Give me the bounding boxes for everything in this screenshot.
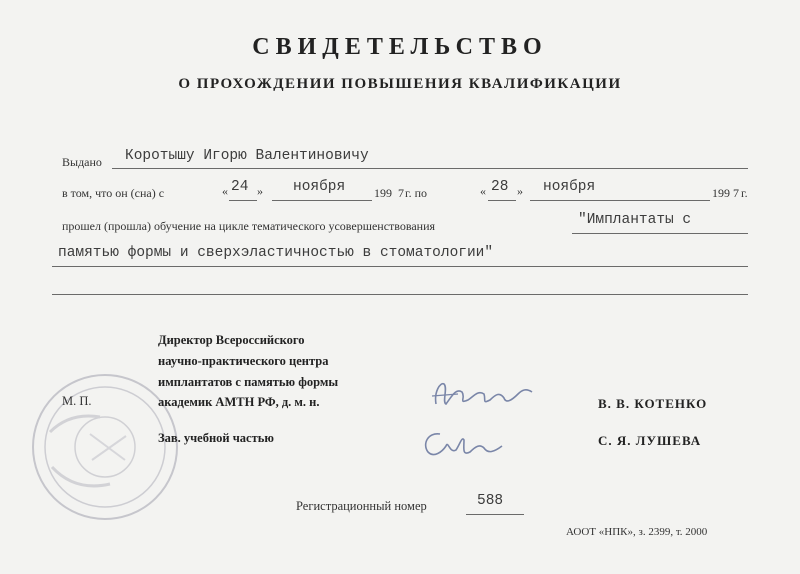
- recipient-line: [112, 168, 748, 169]
- director-title-line-3: имплантатов с памятью формы: [158, 375, 339, 389]
- director-title-line-1: Директор Всероссийского: [158, 333, 305, 347]
- start-day-line: [229, 200, 257, 201]
- end-month: ноября: [543, 179, 596, 195]
- blank-line: [52, 294, 748, 295]
- quote-open-2: «: [480, 184, 486, 198]
- start-month-line: [272, 200, 372, 201]
- end-year-prefix: 199: [712, 186, 730, 200]
- period-prefix: в том, что он (сна) с: [62, 186, 165, 200]
- training-topic-line1: "Имплантаты с: [578, 212, 692, 228]
- training-topic-line2: памятью формы и сверхэластичностью в стоматологии": [58, 245, 494, 261]
- registration-number: 588: [477, 493, 504, 509]
- registration-line: [466, 514, 524, 515]
- printer-imprint: АООТ «НПК», з. 2399, т. 2000: [566, 526, 708, 538]
- director-signature: [428, 374, 538, 414]
- issued-label: Выдано: [62, 155, 102, 169]
- recipient-name: Коротышу Игорю Валентиновичу: [125, 148, 369, 164]
- to-label: г. по: [405, 186, 427, 200]
- topic-line-2: [52, 266, 748, 267]
- start-month: ноября: [293, 179, 346, 195]
- head-signature: [418, 426, 508, 462]
- head-title: Зав. учебной частью: [158, 431, 274, 445]
- director-name: В. В. КОТЕНКО: [598, 396, 708, 411]
- quote-close-2: »: [517, 184, 523, 198]
- quote-close-1: »: [257, 184, 263, 198]
- stamp-place-label: М. П.: [62, 394, 92, 408]
- training-label: прошел (прошла) обучение на цикле тематического усовершенствования: [62, 219, 436, 233]
- start-year-prefix: 199: [374, 186, 392, 200]
- director-title-line-4: академик АМТН РФ, д. м. н.: [158, 395, 320, 409]
- director-title-line-2: научно-практического центра: [158, 354, 329, 368]
- registration-label: Регистрационный номер: [296, 499, 427, 513]
- document-title: СВИДЕТЕЛЬСТВО: [252, 34, 548, 60]
- document-subtitle: О ПРОХОЖДЕНИИ ПОВЫШЕНИЯ КВАЛИФИКАЦИИ: [178, 76, 622, 92]
- end-month-line: [530, 200, 710, 201]
- head-name: С. Я. ЛУШЕВА: [598, 433, 702, 448]
- topic-line-1: [572, 233, 748, 234]
- end-year-suffix: г.: [741, 186, 748, 200]
- end-year-digit: 7: [733, 186, 739, 200]
- end-day-line: [488, 200, 516, 201]
- start-year-digit: 7: [398, 186, 404, 200]
- end-day: 28: [491, 179, 509, 195]
- start-day: 24: [231, 179, 249, 195]
- quote-open-1: «: [222, 184, 228, 198]
